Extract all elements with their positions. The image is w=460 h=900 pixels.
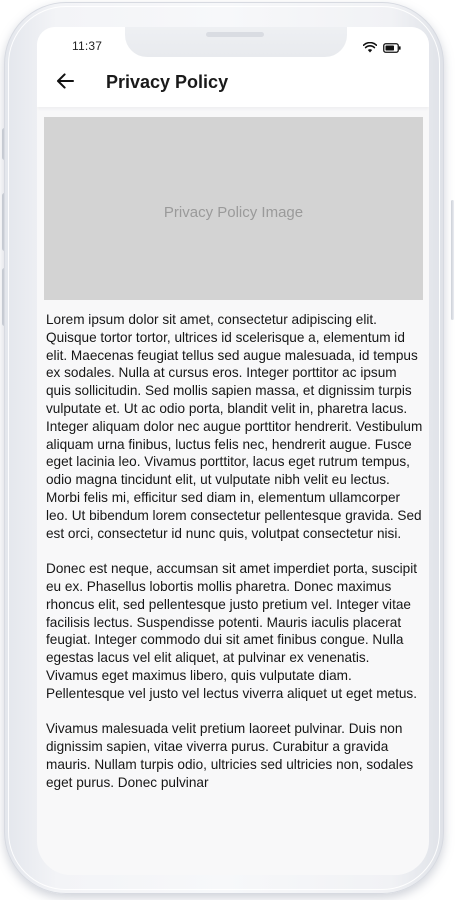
status-icons bbox=[363, 40, 401, 58]
phone-frame bbox=[4, 2, 444, 894]
back-button[interactable] bbox=[54, 72, 76, 94]
wifi-icon bbox=[363, 40, 377, 58]
speaker-grille bbox=[206, 32, 264, 37]
policy-paragraph: Lorem ipsum dolor sit amet, consectetur adipiscing elit. Quisque tortor tortor, ultrices id scelerisque a, elementum id elit. Maecenas feugiat tellus sed augue malesuada, id tempus ex sodales. Nulla at cursus eros. Integer porttitor ac ipsum quis sollicitudin. Sed mollis sapien massa, et dignissim turpis vulputate et. Ut ac odio porta, blandit velit in, pharetra lacus. Integer aliquam dolor nec augue porttitor hendrerit. Vestibulum aliquam urna finibus, luctus felis nec, hendrerit augue. Fusce eget lacinia leo. Vivamus porttitor, lacus eget rutrum tempus, odio magna tincidunt elit, ut vulputate nibh velit eu lectus. Morbi felis mi, efficitur sed diam in, elementum ullamcorper leo. Ut bibendum lorem consectetur pellentesque gravida. Sed est orci, consectetur id nunc quis, volutpat consectetur nisi. bbox=[46, 312, 423, 541]
power-button bbox=[451, 200, 454, 320]
app-bar bbox=[37, 65, 429, 107]
phone-screen bbox=[37, 27, 429, 875]
privacy-policy-image bbox=[44, 117, 423, 300]
device-notch bbox=[125, 27, 347, 57]
policy-content bbox=[46, 311, 424, 809]
battery-icon bbox=[383, 40, 401, 58]
policy-paragraph: Donec est neque, accumsan sit amet imperdiet porta, suscipit eu ex. Phasellus lobortis mollis pharetra. Donec maximus rhoncus elit, sed pellentesque justo pretium vel. Integer vitae facilisis lectus. Suspendisse potenti. Mauris iaculis placerat feugiat. Integer commodo dui sit amet finibus congue. Nulla egestas lacus vel elit aliquet, at pulvinar ex venenatis. Vivamus eget maximus libero, quis vulputate diam. Pellentesque vel justo vel lectus viverra aliquet ut eget metus. bbox=[46, 561, 418, 701]
arrow-left-icon bbox=[56, 73, 74, 94]
status-time: 11:37 bbox=[72, 39, 103, 53]
image-placeholder-text: Privacy Policy Image bbox=[163, 204, 304, 221]
page-title: Privacy Policy bbox=[106, 72, 229, 92]
screen-bottom-edge bbox=[37, 869, 429, 875]
policy-paragraph: Vivamus malesuada velit pretium laoreet pulvinar. Duis non dignissim sapien, vitae viverra purus. Curabitur a gravida mauris. Nullam turpis odio, ultricies sed ultricies non, sodales eget purus. Donec pulvinar bbox=[46, 721, 414, 790]
